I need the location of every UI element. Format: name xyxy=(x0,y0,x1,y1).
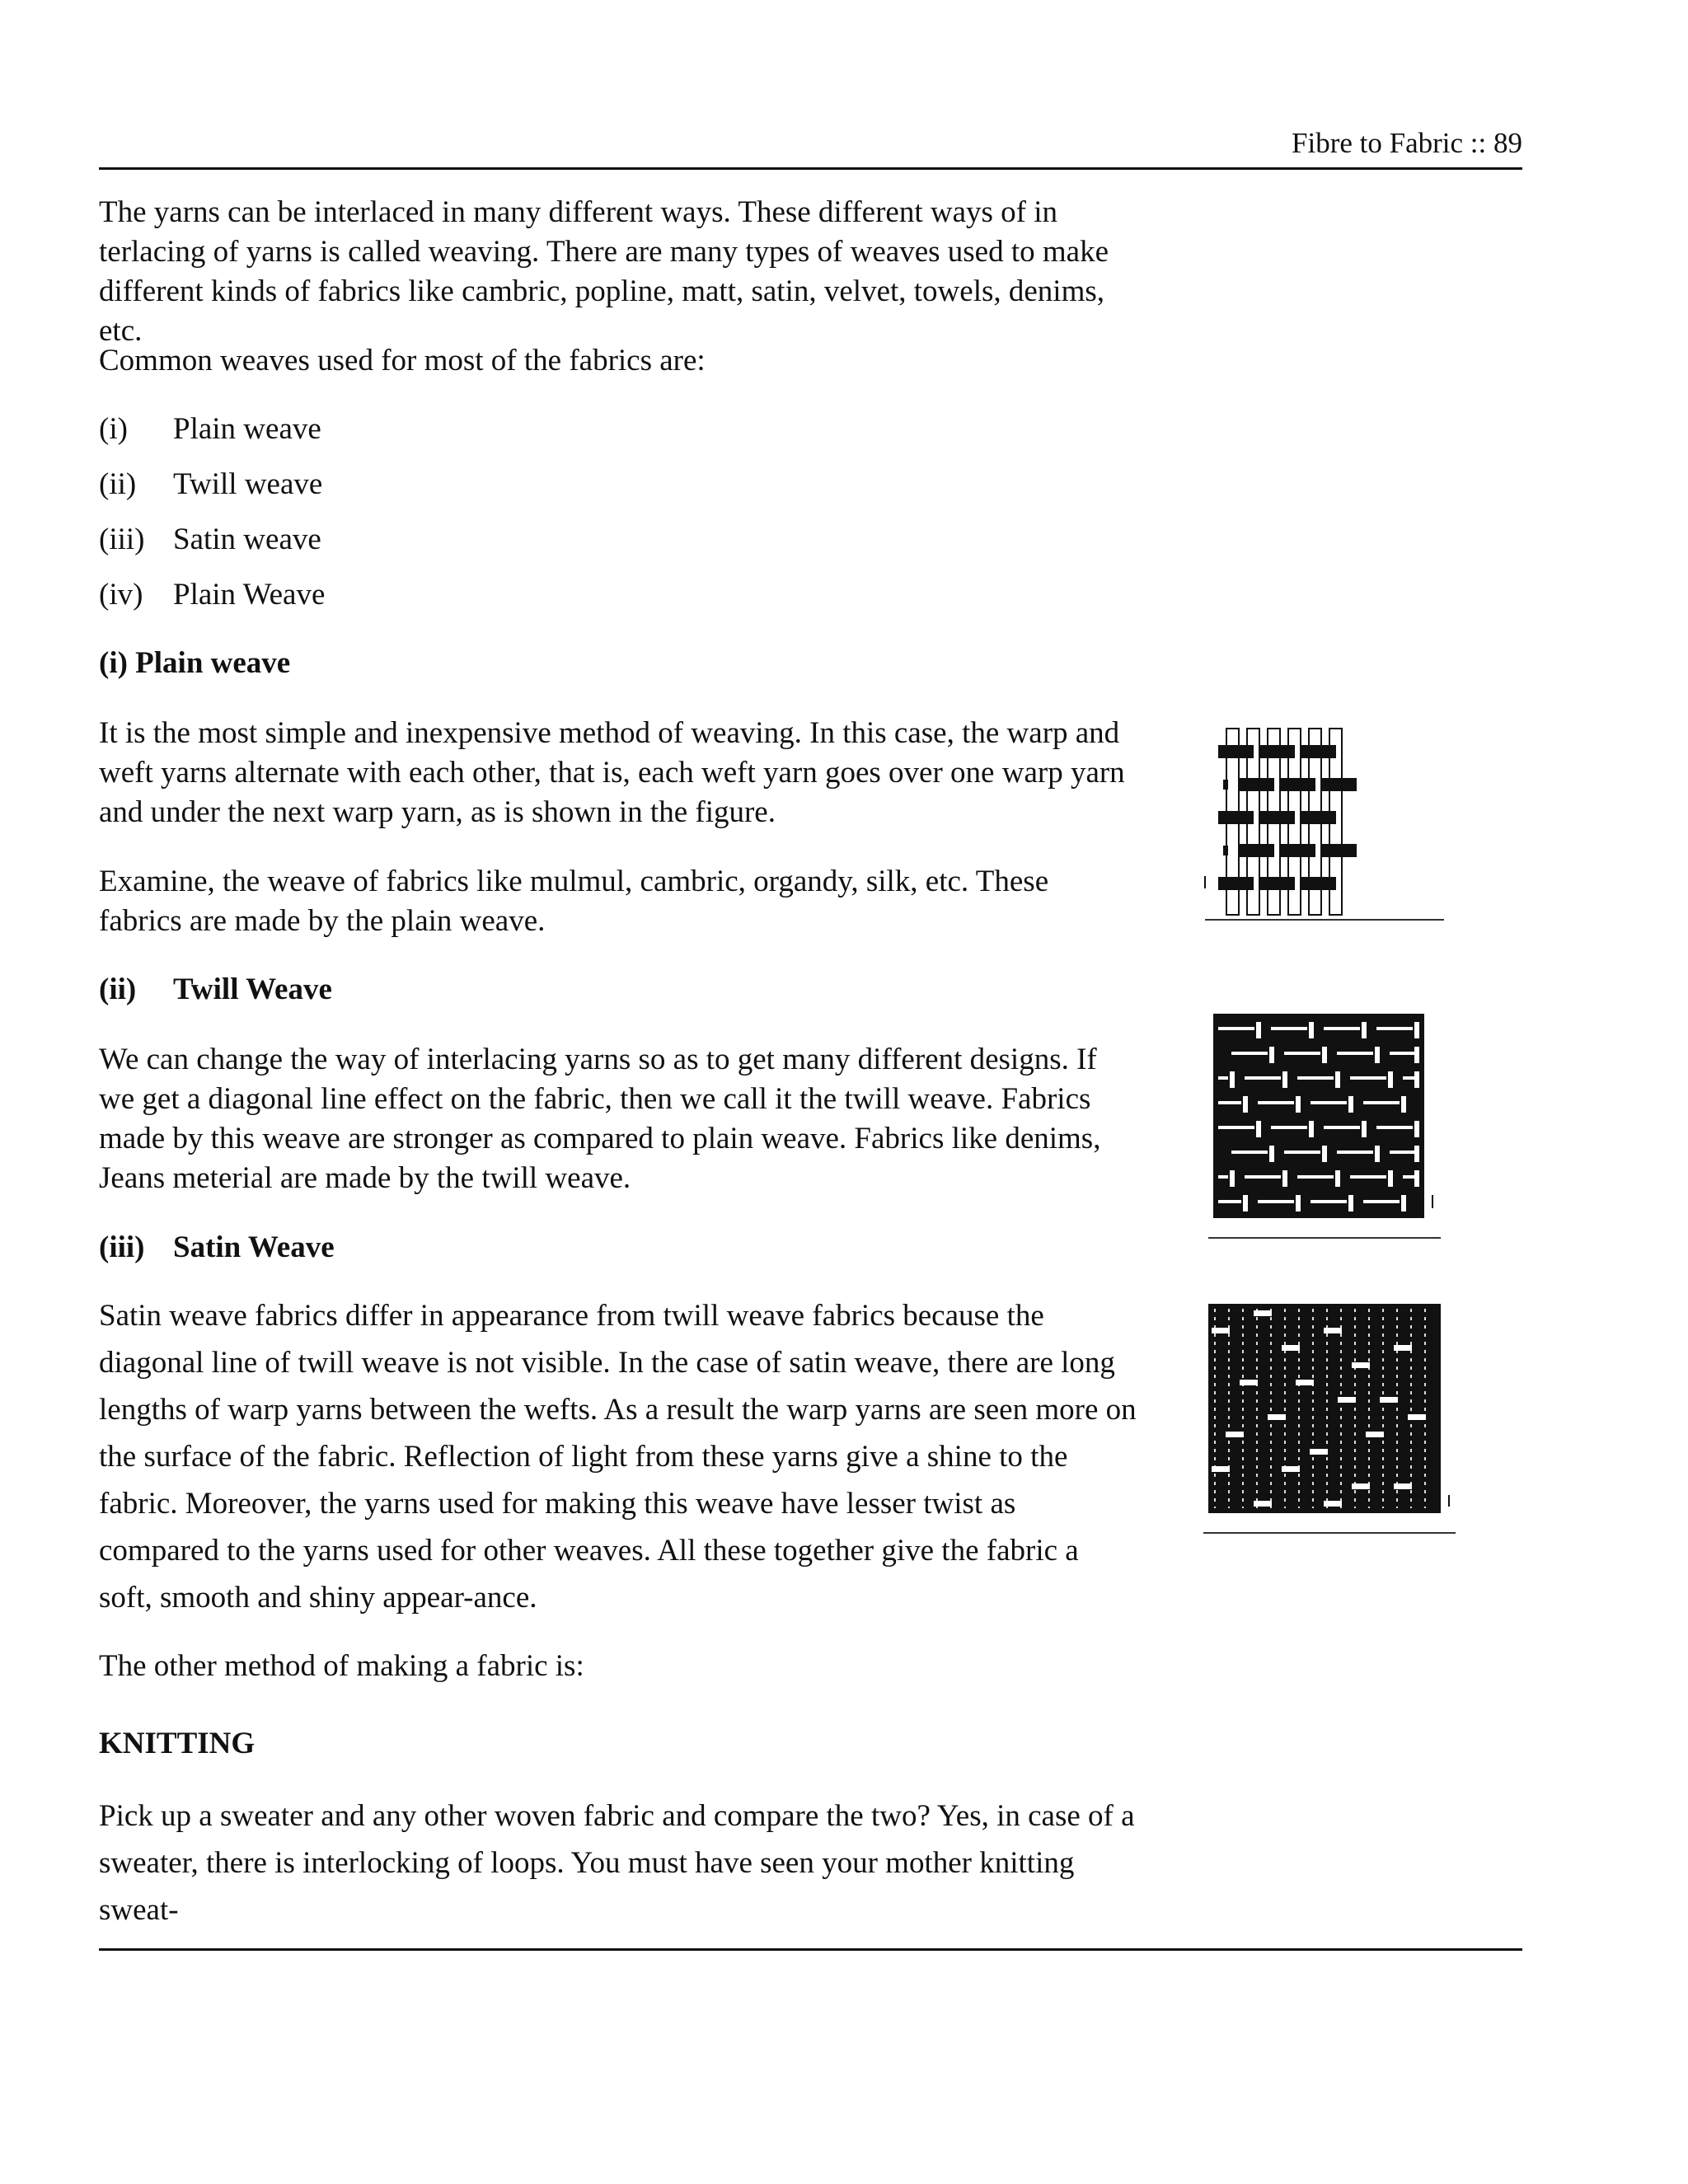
warp-highlight xyxy=(1243,1195,1248,1212)
transition-paragraph: The other method of making a fabric is: xyxy=(99,1649,584,1683)
float-highlight xyxy=(1394,1483,1412,1489)
weft-highlight xyxy=(1218,1027,1254,1030)
warp-highlight xyxy=(1362,1121,1367,1137)
warp-highlight xyxy=(1375,1146,1380,1162)
float-highlight xyxy=(1268,1414,1286,1420)
float-highlight xyxy=(1352,1362,1370,1368)
warp-highlight xyxy=(1296,1096,1301,1113)
weft-segment xyxy=(1244,813,1249,823)
warp-highlight xyxy=(1348,1096,1353,1113)
weft-highlight xyxy=(1284,1052,1320,1055)
warp-highlight xyxy=(1348,1195,1353,1212)
weft-segment xyxy=(1223,846,1228,855)
weft-segment xyxy=(1285,747,1290,757)
weft-segment xyxy=(1326,813,1331,823)
section-title: Satin Weave xyxy=(173,1230,335,1264)
weft-segment xyxy=(1285,813,1290,823)
weft-highlight xyxy=(1324,1027,1360,1030)
list-item xyxy=(99,465,322,504)
warp-highlight xyxy=(1230,1170,1235,1187)
section-number: (ii) xyxy=(99,972,137,1006)
weft-highlight xyxy=(1218,1101,1241,1104)
weft-highlight xyxy=(1337,1052,1373,1055)
weft-segment xyxy=(1264,780,1269,790)
weft-highlight xyxy=(1311,1101,1347,1104)
float-highlight xyxy=(1338,1397,1356,1403)
float-highlight xyxy=(1254,1501,1272,1507)
list-label: Satin weave xyxy=(173,523,321,556)
weft-highlight xyxy=(1297,1076,1334,1080)
common-weaves-intro: Common weaves used for most of the fabrics are: xyxy=(99,344,706,377)
plain-weave-examples-paragraph: Examine, the weave of fabrics like mulmul, cambric, organdy, silk, etc. These fabrics are made by the plain weave. xyxy=(99,865,1049,938)
weft-segment xyxy=(1326,879,1331,888)
warp-highlight xyxy=(1230,1071,1235,1088)
list-number: (iv) xyxy=(99,578,143,612)
warp-highlight xyxy=(1335,1071,1340,1088)
warp-highlight xyxy=(1388,1170,1393,1187)
weft-highlight xyxy=(1271,1027,1307,1030)
weft-segment xyxy=(1244,879,1249,888)
warp-highlight xyxy=(1375,1047,1380,1063)
section-number: (iii) xyxy=(99,1230,145,1264)
list-label: Plain Weave xyxy=(173,578,326,612)
float-highlight xyxy=(1408,1414,1426,1420)
warp-highlight xyxy=(1414,1071,1419,1088)
warp-highlight xyxy=(1322,1047,1327,1063)
float-highlight xyxy=(1212,1328,1230,1333)
intro-paragraph: The yarns can be interlaced in many different ways. These different ways of in terlacing of yarns is called weaving. There are many types of weaves used to make different kinds of fabrics like cambric, popline, matt, satin, velvet, towels, denims, etc. xyxy=(99,195,1109,348)
warp-highlight xyxy=(1414,1146,1419,1162)
weft-segment xyxy=(1321,778,1357,791)
weft-highlight xyxy=(1218,1175,1228,1179)
weft-highlight xyxy=(1376,1027,1413,1030)
warp-highlight xyxy=(1296,1195,1301,1212)
weft-segment xyxy=(1326,747,1331,757)
weft-highlight xyxy=(1218,1200,1241,1203)
float-highlight xyxy=(1394,1345,1412,1351)
warp-highlight xyxy=(1282,1170,1287,1187)
float-highlight xyxy=(1324,1328,1342,1333)
weft-highlight xyxy=(1218,1126,1254,1129)
float-highlight xyxy=(1366,1432,1384,1437)
warp-highlight xyxy=(1401,1195,1406,1212)
section-title: Twill Weave xyxy=(173,972,332,1006)
list-label: Twill weave xyxy=(173,467,323,501)
warp-highlight xyxy=(1335,1170,1340,1187)
plain-weave-paragraph: It is the most simple and inexpensive method of weaving. In this case, the warp and weft yarns alternate with each other, that is, each weft yarn goes over one warp yarn and under the next warp yarn, as is shown in the figure. xyxy=(99,716,1125,829)
float-highlight xyxy=(1380,1397,1398,1403)
weft-segment xyxy=(1321,844,1357,857)
weft-highlight xyxy=(1231,1052,1268,1055)
footer-rule xyxy=(99,1948,1522,1951)
weft-highlight xyxy=(1231,1151,1268,1154)
weft-highlight xyxy=(1337,1151,1373,1154)
warp-highlight xyxy=(1388,1071,1393,1088)
warp-highlight xyxy=(1362,1022,1367,1038)
weft-segment xyxy=(1285,879,1290,888)
satin-weave-heading xyxy=(99,1228,335,1268)
warp-highlight xyxy=(1414,1047,1419,1063)
float-highlight xyxy=(1296,1380,1314,1385)
weft-segment xyxy=(1306,846,1311,855)
weft-highlight xyxy=(1245,1175,1281,1179)
twill-weave-heading xyxy=(99,970,332,1010)
header-rule xyxy=(99,167,1522,170)
warp-highlight xyxy=(1414,1121,1419,1137)
satin-weave-figure xyxy=(1202,1301,1457,1540)
list-number: (i) xyxy=(99,412,128,446)
list-item xyxy=(99,575,325,615)
float-highlight xyxy=(1310,1449,1328,1455)
weft-highlight xyxy=(1311,1200,1347,1203)
running-header: Fibre to Fabric :: 89 xyxy=(1292,127,1522,159)
weft-highlight xyxy=(1245,1076,1281,1080)
weft-highlight xyxy=(1350,1175,1386,1179)
weft-highlight xyxy=(1324,1126,1360,1129)
weft-highlight xyxy=(1376,1126,1413,1129)
list-number: (ii) xyxy=(99,467,137,501)
warp-highlight xyxy=(1243,1096,1248,1113)
warp-highlight xyxy=(1401,1096,1406,1113)
weft-segment xyxy=(1223,780,1228,790)
twill-weave-figure xyxy=(1208,1010,1447,1243)
warp-highlight xyxy=(1322,1146,1327,1162)
list-number: (iii) xyxy=(99,523,145,556)
weft-highlight xyxy=(1297,1175,1334,1179)
float-highlight xyxy=(1352,1483,1370,1489)
float-highlight xyxy=(1282,1466,1300,1472)
weft-highlight xyxy=(1350,1076,1386,1080)
plain-weave-diagram-icon xyxy=(1197,724,1452,930)
warp-highlight xyxy=(1309,1022,1314,1038)
float-highlight xyxy=(1324,1501,1342,1507)
warp-highlight xyxy=(1282,1071,1287,1088)
warp-highlight xyxy=(1269,1146,1274,1162)
knitting-paragraph: Pick up a sweater and any other woven fabric and compare the two? Yes, in case of a sweater, there is interlocking of loops. You must have seen your mother knitting sweat- xyxy=(99,1799,1135,1927)
twill-weave-diagram-icon xyxy=(1208,1010,1447,1243)
fabric-block xyxy=(1213,1014,1424,1218)
warp-highlight xyxy=(1414,1022,1419,1038)
list-item xyxy=(99,410,321,449)
float-highlight xyxy=(1254,1310,1272,1316)
float-highlight xyxy=(1226,1432,1244,1437)
weft-highlight xyxy=(1258,1101,1294,1104)
warp-highlight xyxy=(1269,1047,1274,1063)
weft-highlight xyxy=(1363,1101,1400,1104)
satin-weave-diagram-icon xyxy=(1202,1301,1457,1540)
weft-highlight xyxy=(1218,1076,1228,1080)
satin-weave-paragraph: Satin weave fabrics differ in appearance from twill weave fabrics because the diagonal line of twill weave is not visible. In the case of satin weave, there are long lengths of warp yarns between the wefts. As a result the warp yarns are seen more on the surface of the fabric. Reflection of light from these yarns give a shine to the fabric. Moreover, the yarns used for making this weave have lesser twist as compared to the yarns used for other weaves. All these together give the fabric a soft, smooth and shiny appear-ance. xyxy=(99,1299,1137,1615)
weft-highlight xyxy=(1284,1151,1320,1154)
warp-highlight xyxy=(1414,1170,1419,1187)
weft-segment xyxy=(1244,747,1249,757)
twill-weave-paragraph: We can change the way of interlacing yarns so as to get many different designs. If we get a diagonal line effect on the fabric, then we call it the twill weave. Fabrics made by this weave are stronger as compared to plain weave. Fabrics like denims, Jeans meterial are made by the twill weave. xyxy=(99,1043,1101,1195)
warp-highlight xyxy=(1309,1121,1314,1137)
weft-segment xyxy=(1264,846,1269,855)
weft-highlight xyxy=(1258,1200,1294,1203)
weft-highlight xyxy=(1363,1200,1400,1203)
warp-highlight xyxy=(1256,1022,1261,1038)
float-highlight xyxy=(1212,1466,1230,1472)
float-highlight xyxy=(1282,1345,1300,1351)
warp-highlight xyxy=(1256,1121,1261,1137)
weft-highlight xyxy=(1271,1126,1307,1129)
list-item xyxy=(99,520,321,560)
list-label: Plain weave xyxy=(173,412,321,446)
knitting-heading: KNITTING xyxy=(99,1727,256,1760)
float-highlight xyxy=(1240,1380,1258,1385)
weft-segment xyxy=(1306,780,1311,790)
plain-weave-figure xyxy=(1197,724,1452,930)
plain-weave-heading: (i) Plain weave xyxy=(99,646,291,680)
